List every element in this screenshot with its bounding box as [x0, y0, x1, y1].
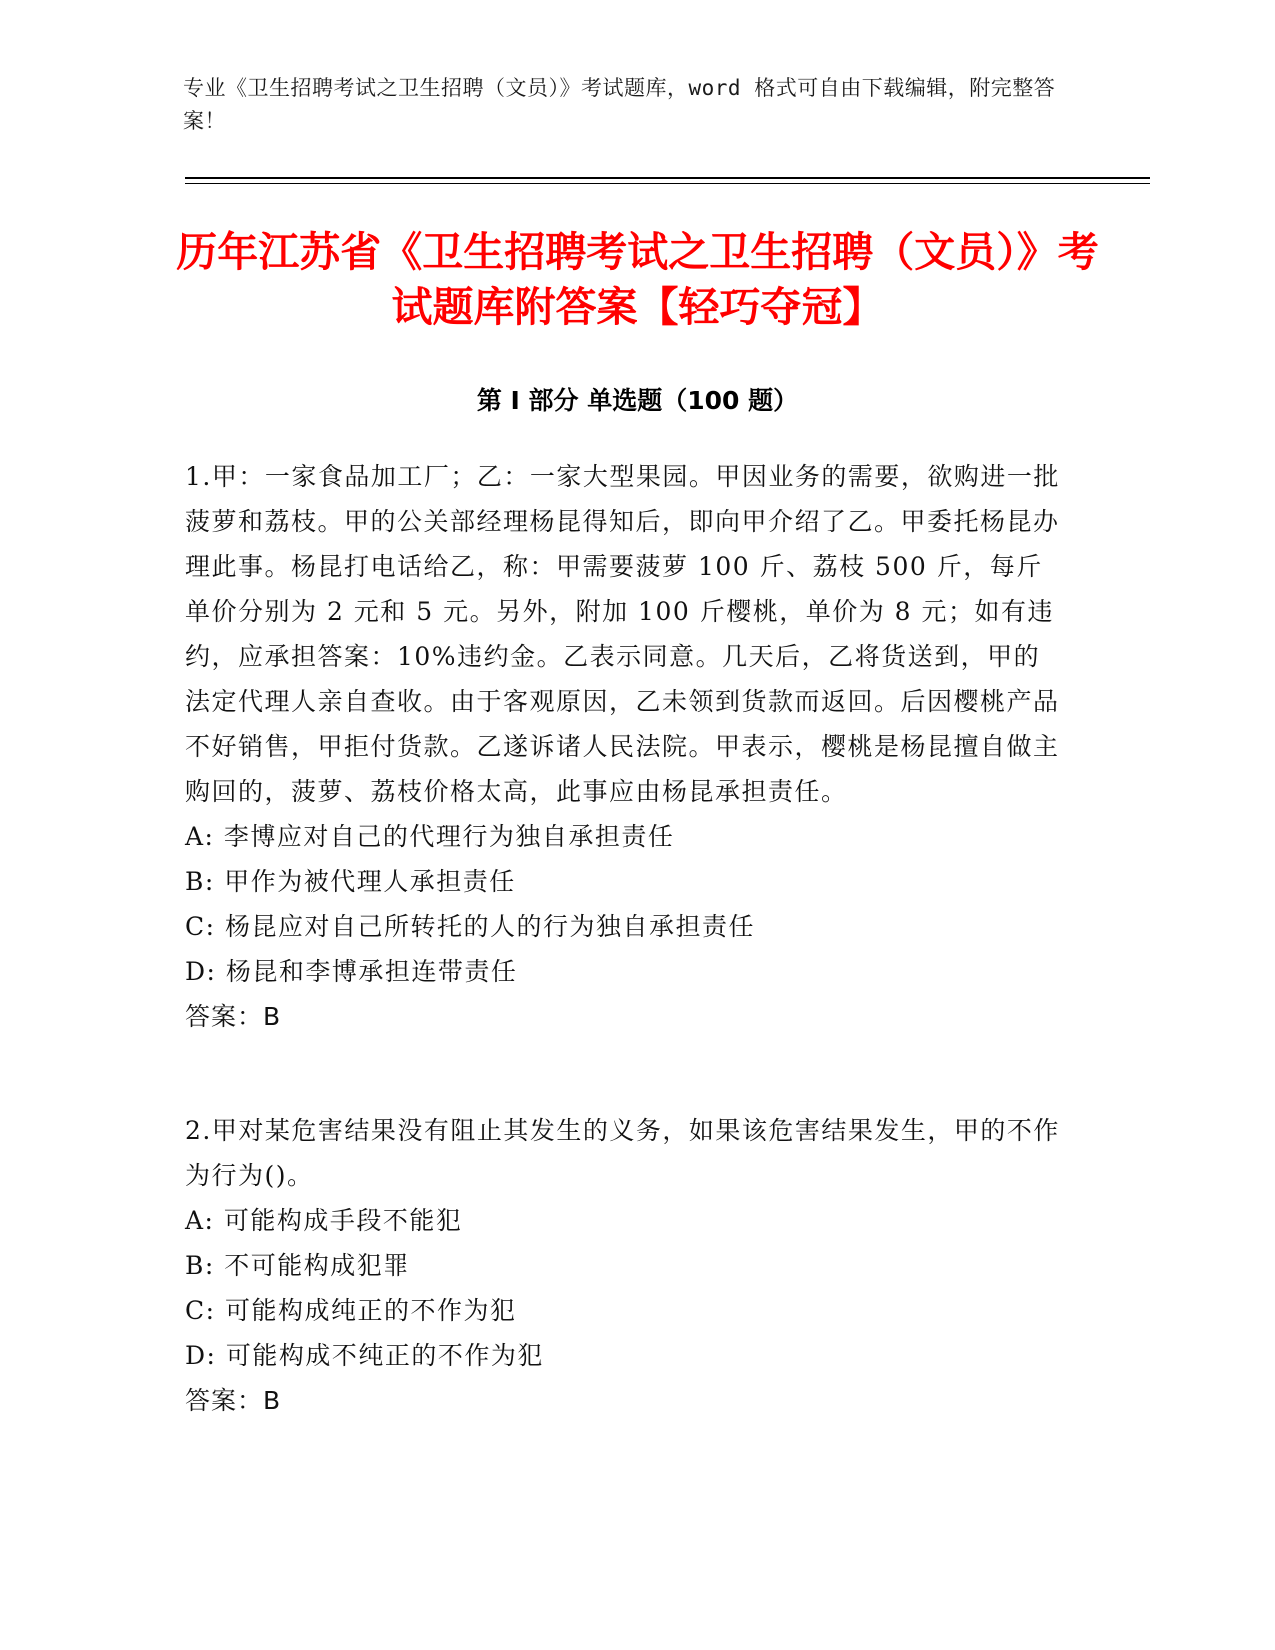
header-divider-thin	[185, 183, 1150, 184]
option-c: C: 杨昆应对自己所转托的人的行为独自承担责任	[185, 912, 755, 941]
option-a: A: 李博应对自己的代理行为独自承担责任	[185, 822, 675, 851]
option-a: A: 可能构成手段不能犯	[185, 1206, 463, 1235]
question-stem: 1.甲：一家食品加工厂；乙：一家大型果园。甲因业务的需要，欲购进一批菠萝和荔枝。甲的公关部经理杨昆得知后，即向甲介绍了乙。甲委托杨昆办理此事。杨昆打电话给乙，称：甲需要菠萝 100 斤、荔枝 500 斤，每斤单价分别为 2 元和 5 元。另外，附加 100 斤樱桃，单价为 8 元；如有违约，应承担答案：10%违约金。乙表示同意。几天后，乙将货送到，甲的法定代理人亲自查收。由于客观原因，乙未领到货款而返回。后因樱桃产品不好销售，甲拒付货款。乙遂诉诸人民法院。甲表示，樱桃是杨昆擅自做主购回的，菠萝、荔枝价格太高，此事应由杨昆承担责任。	[185, 462, 1060, 806]
option-b: B: 不可能构成犯罪	[185, 1251, 410, 1280]
option-d: D: 杨昆和李博承担连带责任	[185, 957, 518, 986]
question-1	[185, 454, 1065, 1039]
header-divider-thick	[185, 177, 1150, 179]
option-b: B: 甲作为被代理人承担责任	[185, 867, 516, 896]
header-note: 专业《卫生招聘考试之卫生招聘（文员）》考试题库，word 格式可自由下载编辑，附完整答案！	[183, 76, 1056, 133]
option-d: D: 可能构成不纯正的不作为犯	[185, 1341, 544, 1370]
answer: 答案：B	[185, 1002, 282, 1031]
question-stem: 2.甲对某危害结果没有阻止其发生的义务，如果该危害结果发生，甲的不作为行为()。	[185, 1116, 1060, 1190]
document-title: 历年江苏省《卫生招聘考试之卫生招聘（文员）》考试题库附答案【轻巧夺冠】	[176, 228, 1099, 331]
answer: 答案：B	[185, 1386, 282, 1415]
question-2	[185, 1108, 1065, 1423]
section-title: 第 I 部分 单选题（100 题）	[476, 386, 799, 415]
option-c: C: 可能构成纯正的不作为犯	[185, 1296, 517, 1325]
